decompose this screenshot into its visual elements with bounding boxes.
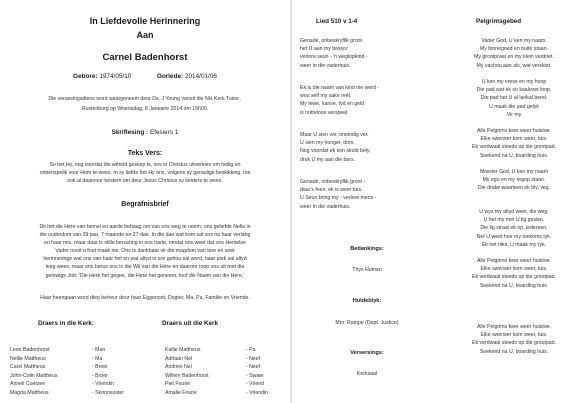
prayer-line: Vader God, U ken my naam. (481, 38, 547, 44)
hymn-line: U Seun bring my - verlore mens - (300, 195, 377, 202)
bearer-name: Andries Nel (165, 364, 192, 371)
bearer-name: Adriaan Nel (165, 355, 193, 362)
hymn-line: Genade, onbeskryflik groot (300, 38, 362, 44)
bearer-name: Kallie Mattheus (165, 347, 201, 353)
left-page (0, 0, 290, 403)
hymn-line: Ek is die naam van kind nie werd - (300, 85, 380, 91)
bearer-relation: Man (95, 347, 106, 353)
bearer-relation: Pa (249, 347, 256, 353)
prayer-line: Moeder God, U ken my naam (479, 169, 549, 175)
prayer-line: Ek het niks, U maak my ryk. (481, 241, 547, 248)
prayer-line: Ek verdwaal steeds op die grootpad. (472, 340, 556, 347)
hymn-line: druk U my aan die bors. (300, 156, 356, 163)
prayer-title: Pelgrimsgebed (476, 18, 522, 25)
bearer-name: Piet Fourie (165, 381, 191, 388)
bearer-relation: Skoonsuster (95, 389, 125, 396)
bearer-relation: Neef (249, 364, 261, 371)
refreshments-place: Kerksaal (356, 371, 378, 377)
memorial-heading-aan: Aan (136, 30, 154, 40)
brief-line: Dit het die Here van hemel en aarde behaag om van ons weg te neem, ons geliefde Nella in (39, 224, 251, 230)
bearers-out-title: Draers uit die Kerk (162, 320, 218, 327)
brief-line: gelowige Job: 'Die Here het gegee, die Here het geneem, loof die Naam van die Here.' (45, 272, 245, 279)
prayer-line: My binnegoed en buite staan. (479, 46, 549, 53)
bearer-name: Carel Mattheus (10, 364, 46, 371)
hymn-line: wou self my sake reël. (300, 93, 352, 100)
prayer-stanza (442, 257, 586, 290)
hymn-stanza (300, 37, 368, 70)
prayer-line: Alle Pelgrims keer weer huistoe. (476, 258, 552, 264)
hymn-line: is nutteloos verspeel. (300, 109, 349, 116)
brief-line: die ouderdom van 39 jaar, 7 maande en 27 dae. In die dae wat kom sal ons na haar verlang (39, 232, 251, 239)
prayer-line: Die pad het U al lankal berei. (480, 95, 548, 102)
hymn-title: Lied 510 v 1-4 (316, 18, 358, 25)
bearers-church-names (10, 346, 58, 398)
prayer-line: Net U weet hoe my toekoms lyk. (476, 233, 552, 240)
bearers-out-rels: - Pa - Neef - Neef - Swaer - Vriend - Vriendin (246, 347, 269, 396)
bearer-relation: Broer (95, 364, 108, 371)
hymn-line: weer in die vaderhuis. (300, 62, 351, 69)
hymn-line: My lewe, kanse, tyd en geld (300, 101, 365, 108)
bearer-name: Leon Badenhorst (10, 347, 50, 353)
hymn-line: U sien my honger, dors. (300, 140, 355, 147)
bearers-out-names (165, 346, 209, 398)
bearer-relation: Broer (95, 372, 108, 379)
deceased-name: Carnel Badenhorst (102, 52, 188, 63)
right-page (292, 0, 586, 403)
prayer-line: Soekend na U, boarding huis. (479, 152, 549, 159)
teks-line: onberispelik voor Hom te wees. In sy liefde het Hy ons, volgens sy genadige beskikking, toe (39, 170, 251, 177)
memorial-heading: In Liefdevolle Herinnering (89, 16, 201, 26)
honor-label: Huldeblyk: (352, 298, 382, 304)
prayer-line: Elke swerwer kom weer, tuis. (480, 266, 548, 273)
prayer-stanza (442, 37, 586, 70)
bearers-church-title: Draers in die Kerk: (38, 320, 94, 327)
hymn-line: Nog voordat ek kon skuld bely, (300, 148, 371, 155)
service-intro-line: Rustenburg op Woensdag, 8 Januarie 2014 om 15h00. (81, 106, 209, 112)
born-label: Gebore: (73, 73, 98, 80)
teks-verse (0, 161, 290, 185)
bearer-name: Anneli Coetzee (10, 381, 46, 388)
prayer-line: Vir my (506, 111, 522, 118)
scripture-ref: Efesiers 1 (149, 129, 179, 136)
hymn-stanza (300, 84, 379, 117)
prayer-line: Ek verdwaal steeds op die grootpad. (472, 274, 556, 281)
prayer-line: Die drake waarteen ek bly, veg. (477, 185, 551, 192)
hymn-line: weer in die vaderhuis. (300, 203, 351, 210)
prayer-stanza (442, 127, 586, 160)
brief-line: herinneringe wat ons van haar het en wat altyd in ere gehou sal word, haar plek sal altyd (43, 256, 247, 263)
prayer-line: U wys my altyd weer, die weg. (479, 209, 549, 215)
bearer-relation: Vriend (249, 381, 264, 388)
hymn-line: Maar U sien ver, oneindig ver. (300, 132, 369, 138)
bearer-name: Willem Badenhorst (165, 372, 209, 379)
funeral-letter (0, 223, 290, 280)
prayer-line: My grootpraat en my klein verdriet. (474, 54, 554, 61)
bearer-relation: Vriendin (249, 389, 269, 396)
life-dates (0, 73, 290, 80)
prayer-line: Alle Pelgrims keer weer huistoe. (476, 324, 552, 330)
prayer-line: Soekend na U, boarding huis. (479, 348, 549, 355)
hymn-stanza (300, 178, 376, 211)
service-intro-line: Die verassingsdiens word waargeneem deur Ds. J Young vanuit die NH Kerk Tuine , (48, 96, 242, 102)
prayer-line: Die pad wat ek so kaalvoet loop. (476, 87, 552, 94)
prayer-line: Ek verdwaal steeds op die grootpad. (472, 144, 556, 151)
born-date: 1974/05/10 (99, 73, 132, 80)
hymn-line: daar's fees, ek is weer tuis. (300, 187, 363, 194)
thanks-label: Bedankings: (350, 246, 384, 252)
scripture-label: Skriflesing : (111, 129, 149, 136)
bearer-relation: Swaer (249, 372, 264, 379)
honor-name: Mnr. Rampe (Dept. Justice) (335, 320, 399, 326)
bearers-church-rels: - Man - Ma - Broer - Broer - Vriendin - Skoonsuster (92, 347, 125, 396)
prayer-line: Elke swerwer kom weer, tuis. (480, 136, 548, 143)
mourners-line: Haar heengaan word diep betreur deur haar Eggenoot, Dogter, Ma, Pa, Familie en Vriende. (40, 295, 250, 301)
prayer-line: Elke swerwer kom weer, tuis. (480, 332, 548, 339)
brief-line: en haar mis, maar daar is stille berusting in ons harte, omdat ons weet dat ons Hemelse (44, 240, 246, 247)
hymn-line: Genade, onbeskryflik groot - (300, 179, 366, 185)
brief-title: Begrafnisbrief (121, 201, 169, 208)
prayer-stanza (442, 168, 586, 193)
teks-line: So het Hy, nog voordat die wêreld geskep is, ons in Christus uitverkies om heilig en (49, 162, 241, 168)
hymn-line: verlore seun - 'n weglopkind - (300, 54, 368, 61)
prayer-line: My ego en my regop staan. (482, 177, 546, 184)
bearer-relation: Neef (249, 355, 261, 362)
bearer-relation: Vriendin (95, 381, 115, 388)
teks-title: Teks Vers: (127, 150, 163, 157)
prayer-line: Soekend na U, boarding huis. (479, 282, 549, 289)
died-date: 2014/01/06 (184, 73, 217, 80)
prayer-line: U het my met U lig gesien. (483, 217, 545, 224)
prayer-line: My vashou aan als, wat verskiet. (476, 62, 552, 69)
hymn-line: het U aan my bewys: (300, 46, 349, 53)
brief-line: Vader nooit n fout maak nie. Ons is dankbaar vir die magdom van tere en soet (55, 248, 235, 255)
brief-line: leeg wees, maar ons berus ons in die Wil van die Here en daarom roep ons uit met die (45, 264, 245, 271)
prayer-line: Alle Pelgrims keer weer huistoe. (476, 128, 552, 134)
teks-line: ook al daarvoor bestem om deur Jesus Christus sy kinders te wees. (67, 178, 223, 185)
bearer-name: John-Colin Mattheus (10, 372, 58, 379)
hymn-stanza (300, 131, 371, 164)
bearer-relation: Ma (95, 355, 103, 362)
thanks-name: Thys Human (352, 267, 382, 273)
prayer-stanza (442, 323, 586, 356)
prayer-line: U ken my vrese en my hoop (481, 79, 547, 85)
prayer-line: Die lig straal ek op, iedereen. (480, 225, 548, 232)
prayer-line: U maak die pad gelyk (489, 103, 539, 110)
died-label: Oorlede: (156, 73, 184, 80)
prayer-stanza (442, 78, 586, 119)
bearer-name: Amalie Fourie (165, 389, 198, 396)
scripture-reading (0, 129, 290, 136)
bearer-name: Magda Mattheus (10, 389, 49, 396)
refreshments-label: Versersings: (350, 350, 384, 356)
bearer-name: Nellie Mattheus (10, 355, 46, 362)
prayer-stanza (442, 208, 586, 249)
